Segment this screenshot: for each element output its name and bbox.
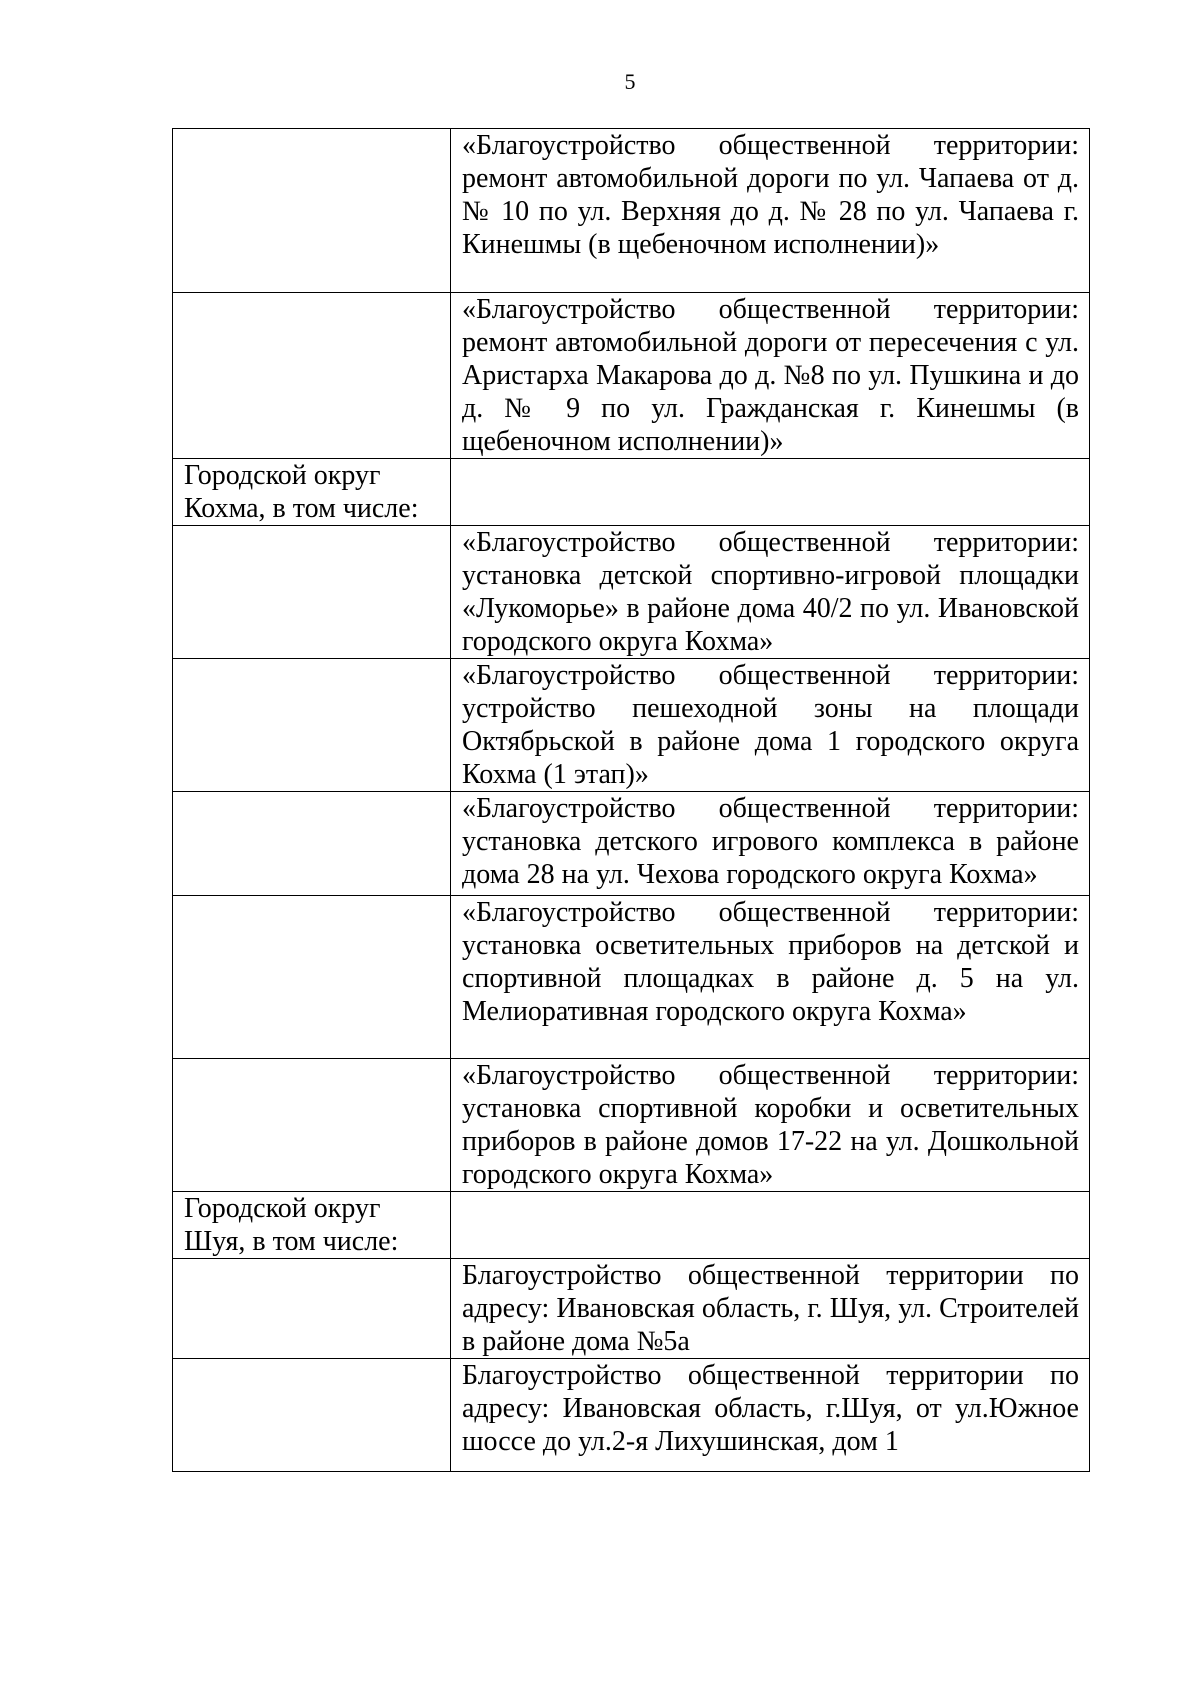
table-row (173, 459, 1090, 526)
territory-table (172, 128, 1090, 1472)
description-text: «Благоустройство общественной территории: установка детской спортивно-игровой площадки «Лукоморье» в районе дома 40/2 по ул. Ивановской городского округа Кохма» (462, 527, 1079, 657)
description-text: «Благоустройство общественной территории: ремонт автомобильной дороги от пересечения с ул. Аристарха Макарова до д. №8 по ул. Пушкина и до д. № 9 по ул. Гражданская г. Кинешмы (в щебеночном исполнении)» (462, 294, 1079, 457)
description-cell (451, 896, 1090, 1059)
description-cell (451, 1059, 1090, 1192)
table-row (173, 1059, 1090, 1192)
description-text: «Благоустройство общественной территории: устройство пешеходной зоны на площади Октябрьской в районе дома 1 городского округа Кохма (1 этап)» (462, 660, 1079, 790)
table-row (173, 896, 1090, 1059)
district-cell (173, 896, 451, 1059)
description-cell (451, 129, 1090, 293)
table-row (173, 526, 1090, 659)
description-text: «Благоустройство общественной территории: установка спортивной коробки и осветительных приборов в районе домов 17-22 на ул. Дошкольной городского округа Кохма» (462, 1060, 1079, 1190)
table-row (173, 1359, 1090, 1472)
table-row (173, 293, 1090, 459)
description-cell (451, 792, 1090, 896)
table-row (173, 1192, 1090, 1259)
description-cell (451, 293, 1090, 459)
district-cell (173, 1192, 451, 1259)
table-row (173, 1259, 1090, 1359)
description-cell (451, 459, 1090, 526)
description-cell (451, 1259, 1090, 1359)
description-text: Благоустройство общественной территории по адресу: Ивановская область, г. Шуя, ул. Строителей в районе дома №5а (462, 1260, 1079, 1357)
description-text: «Благоустройство общественной территории: установка детского игрового комплекса в районе дома 28 на ул. Чехова городского округа Кохма» (462, 793, 1079, 890)
page-number: 5 (624, 69, 636, 94)
district-cell (173, 459, 451, 526)
district-cell (173, 293, 451, 459)
description-cell (451, 659, 1090, 792)
district-cell (173, 526, 451, 659)
description-text: Благоустройство общественной территории по адресу: Ивановская область, г.Шуя, от ул.Южное шоссе до ул.2-я Лихушинская, дом 1 (462, 1360, 1079, 1457)
table-row (173, 659, 1090, 792)
description-text: «Благоустройство общественной территории: ремонт автомобильной дороги по ул. Чапаева от д. № 10 по ул. Верхняя до д. № 28 по ул. Чапаева г. Кинешмы (в щебеночном исполнении)» (462, 130, 1079, 260)
district-cell (173, 659, 451, 792)
district-cell (173, 1059, 451, 1192)
district-label: Городской округ Шуя, в том числе: (184, 1193, 399, 1257)
description-cell (451, 526, 1090, 659)
description-cell (451, 1359, 1090, 1472)
district-cell (173, 1359, 451, 1472)
district-cell (173, 1259, 451, 1359)
district-cell (173, 129, 451, 293)
description-text: «Благоустройство общественной территории: установка осветительных приборов на детской и спортивной площадках в районе д. 5 на ул. Мелиоративная городского округа Кохма» (462, 897, 1079, 1027)
table-row (173, 792, 1090, 896)
table-row (173, 129, 1090, 293)
description-cell (451, 1192, 1090, 1259)
district-cell (173, 792, 451, 896)
district-label: Городской округ Кохма, в том числе: (184, 460, 419, 524)
